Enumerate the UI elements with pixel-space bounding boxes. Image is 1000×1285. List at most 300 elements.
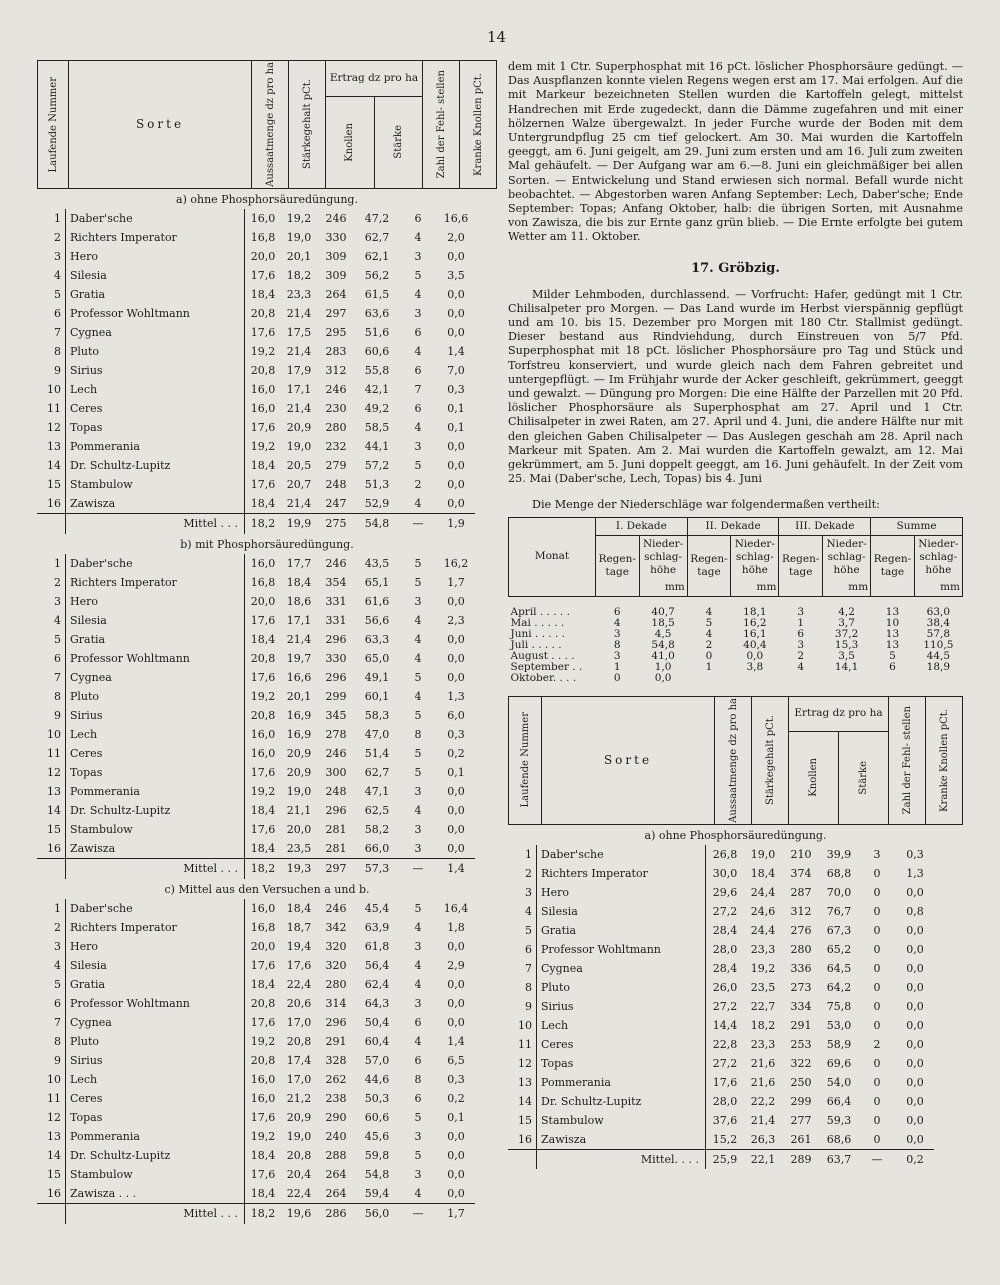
rain-value: 4,2 <box>838 605 855 618</box>
variety-name: Professor Wohltmann <box>537 940 706 959</box>
variety-name: Stambulow <box>537 1111 706 1130</box>
table-row <box>37 839 475 859</box>
kranke-value: 1,3 <box>447 689 465 703</box>
rain-value: 18,5 <box>651 616 675 629</box>
staerke-value: 58,3 <box>364 708 390 722</box>
knollen-value: 291 <box>790 1018 812 1032</box>
rain-subheader-niederschlag <box>822 535 870 596</box>
kranke-value: 0,0 <box>447 458 465 472</box>
table-row <box>37 956 475 975</box>
header-staerke: Stärke <box>392 125 404 159</box>
staerke-value: 66,0 <box>364 841 390 855</box>
knollen-value: 261 <box>790 1132 812 1146</box>
variety-name: Ceres <box>66 1089 245 1108</box>
mittel-fehlstellen: — <box>399 513 437 534</box>
fehlstellen-value: 6 <box>414 1053 422 1067</box>
fehlstellen-value: 0 <box>873 904 881 918</box>
fehlstellen-value: 3 <box>414 841 422 855</box>
knollen-value: 309 <box>325 268 347 282</box>
variety-name: Pommerania <box>537 1073 706 1092</box>
knollen-value: 296 <box>325 803 347 817</box>
table-row <box>37 1051 475 1070</box>
rain-value: 3 <box>797 605 805 618</box>
aussaat-value: 18,4 <box>250 496 276 510</box>
row-number: 9 <box>37 706 66 725</box>
kranke-value: 0,0 <box>447 1015 465 1029</box>
mittel-blank <box>508 1149 537 1169</box>
variety-name: Daber'sche <box>66 899 245 918</box>
staerke-value: 65,2 <box>826 942 852 956</box>
kranke-value: 0,0 <box>906 999 924 1013</box>
staerkegehalt-value: 20,6 <box>286 996 312 1010</box>
intro-paragraph: dem mit 1 Ctr. Superphosphat mit 16 pCt. löslicher Phosphorsäure gedüngt. — Das Auspflanzen konnte vielen Regens wegen erst am 17. Mai erfolgen. Auf die mit Markeur bezeichneten Stellen wurden die Kartoffeln gelegt, mittelst Handrechen mit Erde zugedeckt, dann die Dämme zugefahren und mit einer hölzernen Walze übergewalzt. In jeder Furche wurde der Boden mit dem Untergrundpflug 25 cm tief gelockert. Am 30. Mai wurden die Kartoffeln geeggt, am 6. Juni geigelt, am 29. Juni zum ersten und am 16. Juli zum zweiten Mal gehäufelt. — Der Aufgang war am 6.—8. Juni ein gleichmäßiger bei allen Sorten. — Entwickelung und Stand erwiesen sich normal. Befall wurde nicht beobachtet. — Abgestorben waren Anfang September: Lech, Daber'sche; Ende September: Topas; Anfang Oktober, halb: die übrigen Sorten, mit Ausnahme von Zawisza, die bis zur Ernte ganz grün blieb. — Die Ernte erfolgte bei gutem Wetter am 11. Oktober. <box>508 60 963 244</box>
header-laufende-nummer-r: Laufende Nummer <box>519 712 531 808</box>
mittel-row <box>508 1149 934 1169</box>
kranke-value: 7,0 <box>447 363 465 377</box>
staerke-value: 59,4 <box>364 1186 390 1200</box>
staerkegehalt-value: 19,0 <box>286 439 312 453</box>
knollen-value: 296 <box>325 1015 347 1029</box>
row-number: 5 <box>508 921 537 940</box>
kranke-value: 2,9 <box>447 958 465 972</box>
rain-value: 0 <box>705 649 713 662</box>
variety-name: Pluto <box>66 687 245 706</box>
staerke-value: 62,5 <box>364 803 390 817</box>
mm-unit: mm <box>664 580 685 593</box>
rain-value: 5 <box>889 649 896 662</box>
table-row <box>37 475 475 494</box>
mittel-kranke: 1,4 <box>437 858 475 879</box>
table-row <box>508 1130 934 1150</box>
kranke-value: 0,0 <box>906 1132 924 1146</box>
kranke-value: 0,0 <box>447 325 465 339</box>
fehlstellen-value: 0 <box>873 923 881 937</box>
aussaat-value: 19,2 <box>250 689 276 703</box>
table-row <box>37 1108 475 1127</box>
header-staerke-r: Stärke <box>858 760 869 795</box>
aussaat-value: 22,8 <box>712 1037 738 1051</box>
knollen-value: 246 <box>325 211 347 225</box>
knollen-value: 279 <box>325 458 347 472</box>
variety-name: Ceres <box>537 1035 706 1054</box>
staerkegehalt-value: 22,4 <box>286 977 312 991</box>
variety-name: Dr. Schultz-Lupitz <box>66 1146 245 1165</box>
kranke-value: 0,0 <box>447 822 465 836</box>
variety-name: Pluto <box>66 1032 245 1051</box>
mittel-knollen: 297 <box>317 858 355 879</box>
table-row <box>37 801 475 820</box>
table-row <box>37 611 475 630</box>
aussaat-value: 28,0 <box>712 942 738 956</box>
knollen-value: 299 <box>790 1094 812 1108</box>
variety-name: Daber'sche <box>537 845 706 864</box>
aussaat-value: 16,0 <box>250 556 276 570</box>
aussaat-value: 20,8 <box>250 651 276 665</box>
table-row <box>37 1127 475 1146</box>
mittel-label: Mittel . . . <box>66 1203 245 1224</box>
row-number: 16 <box>508 1130 537 1150</box>
knollen-value: 246 <box>325 746 347 760</box>
kranke-value: 0,0 <box>906 1037 924 1051</box>
staerkegehalt-value: 19,4 <box>286 939 312 953</box>
row-number: 3 <box>37 592 66 611</box>
row-number: 4 <box>37 956 66 975</box>
fehlstellen-value: 3 <box>414 939 422 953</box>
row-number: 7 <box>37 668 66 687</box>
aussaat-value: 20,8 <box>250 708 276 722</box>
table-row <box>37 1184 475 1204</box>
mittel-knollen: 289 <box>782 1149 820 1169</box>
niederschlag-label: Nieder- schlag- höhe <box>642 537 684 576</box>
aussaat-value: 16,0 <box>250 211 276 225</box>
rain-value: 1,0 <box>654 660 672 673</box>
rain-subheader-niederschlag <box>914 535 962 596</box>
variety-name: Dr. Schultz-Lupitz <box>537 1092 706 1111</box>
fehlstellen-value: 4 <box>414 803 422 817</box>
row-number: 15 <box>508 1111 537 1130</box>
staerke-value: 63,6 <box>364 306 390 320</box>
staerkegehalt-value: 17,0 <box>286 1015 312 1029</box>
row-number: 10 <box>508 1016 537 1035</box>
mm-unit: mm <box>848 580 869 593</box>
table-row <box>508 1035 934 1054</box>
staerke-value: 61,8 <box>364 939 390 953</box>
kranke-value: 0,0 <box>447 1148 465 1162</box>
kranke-value: 16,4 <box>443 901 469 915</box>
staerkegehalt-value: 22,7 <box>750 999 776 1013</box>
rain-value: 1 <box>613 660 621 673</box>
left-1-section-title: b) mit Phosphorsäuredüngung. <box>180 537 354 551</box>
rain-value: 14,1 <box>834 660 859 673</box>
table-row <box>37 380 475 399</box>
variety-name: Sirius <box>66 1051 245 1070</box>
kranke-value: 1,4 <box>447 1034 465 1048</box>
staerke-value: 62,4 <box>364 977 390 991</box>
staerke-value: 54,0 <box>826 1075 852 1089</box>
aussaat-value: 20,8 <box>250 996 276 1010</box>
row-number: 1 <box>37 899 66 918</box>
fehlstellen-value: 5 <box>414 765 422 779</box>
rain-subheader-regentage: Regen- tage <box>871 535 915 596</box>
knollen-value: 288 <box>325 1148 347 1162</box>
rain-month: Juli . . . . . <box>510 638 562 651</box>
kranke-value: 0,0 <box>447 841 465 855</box>
aussaat-value: 16,0 <box>250 1072 276 1086</box>
table-row <box>508 1092 934 1111</box>
row-number: 12 <box>508 1054 537 1073</box>
row-number: 1 <box>37 209 66 228</box>
staerke-value: 45,6 <box>364 1129 390 1143</box>
staerke-value: 65,1 <box>364 575 390 589</box>
aussaat-value: 19,2 <box>250 344 276 358</box>
row-number: 15 <box>37 1165 66 1184</box>
table-row <box>37 592 475 611</box>
aussaat-value: 16,8 <box>250 920 276 934</box>
variety-name: Lech <box>66 725 245 744</box>
row-number: 15 <box>37 475 66 494</box>
row-number: 12 <box>37 763 66 782</box>
knollen-value: 328 <box>325 1053 347 1067</box>
variety-name: Richters Imperator <box>537 864 706 883</box>
table-row <box>37 782 475 801</box>
rain-row <box>509 673 963 684</box>
staerke-value: 51,4 <box>364 746 390 760</box>
staerkegehalt-value: 19,0 <box>286 230 312 244</box>
header-aussaat: Aussaatmenge dz pro ha <box>264 62 276 187</box>
table-row <box>37 687 475 706</box>
rain-month: Juni . . . . . <box>510 627 565 640</box>
rain-value: 4 <box>797 660 805 673</box>
staerkegehalt-value: 26,3 <box>750 1132 776 1146</box>
fehlstellen-value: 5 <box>414 746 422 760</box>
fehlstellen-value: 5 <box>414 458 422 472</box>
table-row <box>37 725 475 744</box>
fehlstellen-value: 6 <box>414 1015 422 1029</box>
kranke-value: 0,0 <box>906 1056 924 1070</box>
knollen-value: 280 <box>790 942 812 956</box>
rain-month: Mai . . . . . <box>510 616 565 629</box>
rain-value: 54,8 <box>651 638 675 651</box>
fehlstellen-value: 4 <box>414 958 422 972</box>
staerkegehalt-value: 19,2 <box>750 961 776 975</box>
fehlstellen-value: 3 <box>414 1167 422 1181</box>
row-number: 9 <box>37 1051 66 1070</box>
aussaat-value: 16,8 <box>250 575 276 589</box>
kranke-value: 0,0 <box>906 1018 924 1032</box>
fehlstellen-value: 3 <box>414 996 422 1010</box>
aussaat-value: 20,0 <box>250 594 276 608</box>
header-knollen: Knollen <box>344 122 356 162</box>
staerke-value: 66,4 <box>826 1094 852 1108</box>
knollen-value: 336 <box>790 961 812 975</box>
row-number: 8 <box>37 342 66 361</box>
kranke-value: 0,0 <box>447 939 465 953</box>
variety-name: Topas <box>66 763 245 782</box>
aussaat-value: 18,4 <box>250 1186 276 1200</box>
row-number: 14 <box>508 1092 537 1111</box>
staerke-value: 64,5 <box>826 961 852 975</box>
staerke-value: 59,3 <box>826 1113 852 1127</box>
knollen-value: 278 <box>325 727 347 741</box>
kranke-value: 0,0 <box>906 1113 924 1127</box>
kranke-value: 0,0 <box>447 249 465 263</box>
staerke-value: 69,6 <box>826 1056 852 1070</box>
rain-value: 3 <box>797 638 805 651</box>
aussaat-value: 17,6 <box>250 958 276 972</box>
staerkegehalt-value: 17,0 <box>286 1072 312 1086</box>
aussaat-value: 19,2 <box>250 1129 276 1143</box>
aussaat-value: 19,2 <box>250 1034 276 1048</box>
table-row <box>37 1070 475 1089</box>
fehlstellen-value: 4 <box>414 920 422 934</box>
fehlstellen-value: 3 <box>414 594 422 608</box>
kranke-value: 0,0 <box>906 980 924 994</box>
table-row <box>37 899 475 918</box>
staerke-value: 45,4 <box>364 901 390 915</box>
rain-value: 40,4 <box>743 638 767 651</box>
rain-value: 10 <box>885 616 900 629</box>
table-row <box>37 1089 475 1108</box>
kranke-value: 2,0 <box>447 230 465 244</box>
rain-value <box>687 673 731 684</box>
staerkegehalt-value: 21,2 <box>286 1091 312 1105</box>
rain-subheader-niederschlag <box>639 535 687 596</box>
row-number: 12 <box>37 1108 66 1127</box>
knollen-value: 320 <box>325 958 347 972</box>
row-number: 10 <box>37 380 66 399</box>
mittel-blank <box>37 1203 66 1224</box>
table-row <box>508 997 934 1016</box>
aussaat-value: 20,8 <box>250 1053 276 1067</box>
fehlstellen-value: 3 <box>414 822 422 836</box>
variety-name: Sirius <box>66 361 245 380</box>
fehlstellen-value: 7 <box>414 382 422 396</box>
kranke-value: 0,0 <box>906 942 924 956</box>
row-number: 15 <box>37 820 66 839</box>
table-row <box>37 1013 475 1032</box>
variety-name: Hero <box>66 937 245 956</box>
kranke-value: 0,0 <box>447 306 465 320</box>
variety-name: Richters Imperator <box>66 573 245 592</box>
rain-value: 2 <box>705 638 713 651</box>
variety-name: Ceres <box>66 744 245 763</box>
knollen-value: 320 <box>325 939 347 953</box>
staerkegehalt-value: 16,9 <box>286 727 312 741</box>
right-section-title: a) ohne Phosphorsäuredüngung. <box>644 828 827 842</box>
fehlstellen-value: 0 <box>873 1094 881 1108</box>
knollen-value: 264 <box>325 287 347 301</box>
staerke-value: 47,2 <box>364 211 390 225</box>
variety-name: Dr. Schultz-Lupitz <box>66 801 245 820</box>
aussaat-value: 37,6 <box>712 1113 738 1127</box>
rain-month: August . . . . <box>510 649 575 662</box>
rain-value: 38,4 <box>926 616 951 629</box>
aussaat-value: 14,4 <box>712 1018 738 1032</box>
kranke-value: 0,0 <box>447 651 465 665</box>
fehlstellen-value: 0 <box>873 942 881 956</box>
mittel-fehlstellen: — <box>399 1203 437 1224</box>
staerke-value: 63,9 <box>364 920 390 934</box>
table-row <box>37 937 475 956</box>
row-number: 10 <box>37 725 66 744</box>
fehlstellen-value: 5 <box>414 575 422 589</box>
rain-value: 3,7 <box>838 616 855 629</box>
staerke-value: 58,2 <box>364 822 390 836</box>
kranke-value: 1,3 <box>906 866 924 880</box>
mittel-staerke: 54,8 <box>355 513 399 534</box>
variety-name: Professor Wohltmann <box>66 994 245 1013</box>
staerke-value: 68,6 <box>826 1132 852 1146</box>
table-row <box>508 921 934 940</box>
variety-name: Sirius <box>66 706 245 725</box>
rain-month: April . . . . . <box>510 605 570 618</box>
kranke-value: 0,0 <box>447 1129 465 1143</box>
right-data-table <box>508 845 934 1169</box>
fehlstellen-value: 0 <box>873 866 881 880</box>
kranke-value: 0,0 <box>447 1186 465 1200</box>
knollen-value: 334 <box>790 999 812 1013</box>
knollen-value: 230 <box>325 401 347 415</box>
fehlstellen-value: 4 <box>414 287 422 301</box>
row-number: 6 <box>37 649 66 668</box>
rain-value: 18,9 <box>926 660 951 673</box>
mm-unit: mm <box>940 580 960 593</box>
kranke-value: 0,0 <box>447 632 465 646</box>
aussaat-value: 16,8 <box>250 230 276 244</box>
fehlstellen-value: 4 <box>414 977 422 991</box>
knollen-value: 299 <box>325 689 347 703</box>
variety-name: Gratia <box>537 921 706 940</box>
staerkegehalt-value: 21,4 <box>286 496 312 510</box>
fehlstellen-value: 4 <box>414 689 422 703</box>
variety-name: Professor Wohltmann <box>66 649 245 668</box>
variety-name: Pluto <box>537 978 706 997</box>
knollen-value: 280 <box>325 977 347 991</box>
fehlstellen-value: 3 <box>414 306 422 320</box>
variety-name: Stambulow <box>66 475 245 494</box>
staerke-value: 60,4 <box>364 1034 390 1048</box>
fehlstellen-value: 5 <box>414 708 422 722</box>
staerkegehalt-value: 20,4 <box>286 1167 312 1181</box>
staerkegehalt-value: 21,4 <box>286 306 312 320</box>
staerke-value: 57,2 <box>364 458 390 472</box>
staerkegehalt-value: 17,5 <box>286 325 312 339</box>
aussaat-value: 16,0 <box>250 727 276 741</box>
aussaat-value: 17,6 <box>250 1015 276 1029</box>
staerkegehalt-value: 16,6 <box>286 670 312 684</box>
staerkegehalt-value: 20,8 <box>286 1148 312 1162</box>
staerkegehalt-value: 21,1 <box>286 803 312 817</box>
rain-value: 0,0 <box>746 649 764 662</box>
kranke-value: 0,0 <box>447 477 465 491</box>
aussaat-value: 17,6 <box>250 1167 276 1181</box>
mittel-row <box>37 1203 475 1224</box>
variety-name: Pommerania <box>66 437 245 456</box>
aussaat-value: 16,0 <box>250 401 276 415</box>
staerkegehalt-value: 23,3 <box>750 942 776 956</box>
mittel-label: Mittel. . . . <box>537 1149 706 1169</box>
kranke-value: 16,6 <box>443 211 469 225</box>
table-row <box>37 247 475 266</box>
row-number: 11 <box>37 399 66 418</box>
table-row <box>37 494 475 514</box>
fehlstellen-value: 2 <box>873 1037 881 1051</box>
kranke-value: 1,7 <box>447 575 465 589</box>
variety-name: Stambulow <box>66 820 245 839</box>
staerkegehalt-value: 18,7 <box>286 920 312 934</box>
header-kranke: Kranke Knollen pCt. <box>472 72 484 176</box>
mittel-staerkegehalt: 22,1 <box>744 1149 782 1169</box>
rain-value: 6 <box>797 627 805 640</box>
niederschlag-label: Nieder- schlag- höhe <box>826 537 867 576</box>
row-number: 9 <box>37 361 66 380</box>
rain-value: 4 <box>705 627 713 640</box>
aussaat-value: 28,0 <box>712 1094 738 1108</box>
fehlstellen-value: 6 <box>414 363 422 377</box>
rain-value: 16,2 <box>743 616 767 629</box>
variety-name: Dr. Schultz-Lupitz <box>66 456 245 475</box>
fehlstellen-value: 4 <box>414 344 422 358</box>
variety-name: Cygnea <box>66 323 245 342</box>
aussaat-value: 17,6 <box>250 613 276 627</box>
rain-value: 13 <box>885 605 900 618</box>
kranke-value: 0,0 <box>447 594 465 608</box>
mittel-label: Mittel . . . <box>66 858 245 879</box>
knollen-value: 290 <box>325 1110 347 1124</box>
staerkegehalt-value: 24,6 <box>750 904 776 918</box>
kranke-value: 0,3 <box>906 847 924 861</box>
mittel-fehlstellen: — <box>858 1149 896 1169</box>
